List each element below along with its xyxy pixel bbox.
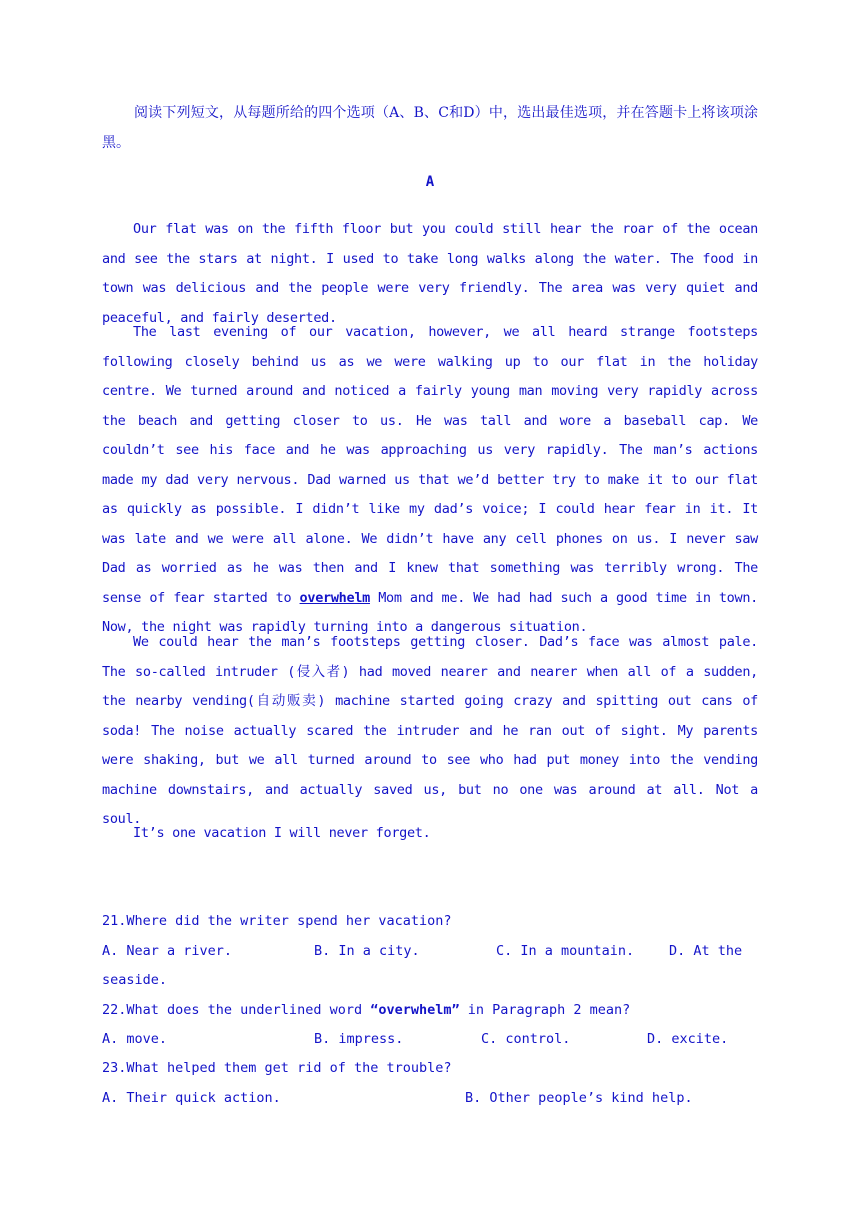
passage-paragraph-1: Our flat was on the fifth floor but you could still hear the roar of the ocean and see the stars at night. I used to take long walks along the water. The food in town was delicious and the people were very friendly. The area was very quiet and peaceful, and fairly deserted. bbox=[102, 221, 758, 326]
question-22-stem-before: 22.What does the underlined word bbox=[102, 1002, 371, 1018]
question-22-stem bbox=[102, 996, 762, 1025]
question-21-options bbox=[102, 937, 762, 966]
paragraph-2-text-before: The last evening of our vacation, however, we all heard strange footsteps following closely behind us as we were walking up to our flat in the holiday centre. We turned around and noticed a fairly young man moving very rapidly across the beach and getting closer to us. He was tall and wore a baseball cap. We couldn’t see his face and he was approaching us very rapidly. The man’s actions made my dad very nervous. Dad warned us that we’d better try to make it to our flat as quickly as possible. I didn’t like my dad’s voice; I could hear fear in it. It was late and we were all alone. We didn’t have any cell phones on us. I never saw Dad as worried as he was then and I knew that something was terribly wrong. The sense of fear started to bbox=[102, 324, 758, 606]
option-b: B. impress. bbox=[314, 1031, 404, 1047]
question-21-stem: 21.Where did the writer spend her vacation? bbox=[102, 913, 452, 929]
section-heading: A bbox=[425, 174, 435, 190]
underlined-word: overwhelm bbox=[299, 589, 370, 606]
option-c: C. In a mountain. bbox=[496, 943, 635, 959]
passage-paragraph-4: It’s one vacation I will never forget. bbox=[133, 825, 431, 841]
option-a: A. Near a river. bbox=[102, 943, 233, 959]
option-d: D. excite. bbox=[647, 1031, 729, 1047]
option-c: C. control. bbox=[481, 1031, 571, 1047]
question-22-options bbox=[102, 1025, 762, 1054]
option-b: B. Other people’s kind help. bbox=[465, 1090, 693, 1106]
paragraph-2-text-after: Mom and me. We had had such a good time in town. Now, the night was rapidly turning into a dangerous situation. bbox=[102, 589, 758, 635]
question-22-keyword: “overwhelm” bbox=[370, 1002, 460, 1018]
passage-paragraph-2 bbox=[102, 318, 758, 643]
instruction-text: 阅读下列短文，从每题所给的四个选项（A、B、C和D）中，选出最佳选项，并在答题卡上将该项涂黑。 bbox=[102, 105, 758, 151]
option-a: A. move. bbox=[102, 1031, 168, 1047]
option-a: A. Their quick action. bbox=[102, 1090, 281, 1106]
passage-paragraph-3: We could hear the man’s footsteps getting closer. Dad’s face was almost pale. The so-called intruder (侵入者) had moved nearer and nearer when all of a sudden, the nearby vending(自动贩卖) machine started going crazy and spitting out cans of soda! The noise actually scared the intruder and he ran out of sight. My parents were shaking, but we all turned around to see who had put money into the vending machine downstairs, and actually saved us, but no one was around at all. Not a soul. bbox=[102, 634, 758, 827]
option-b: B. In a city. bbox=[314, 943, 420, 959]
question-22-stem-after: in Paragraph 2 mean? bbox=[459, 1002, 631, 1018]
question-23-options bbox=[102, 1084, 762, 1113]
question-23-stem: 23.What helped them get rid of the trouble? bbox=[102, 1060, 452, 1076]
question-21-option-d-wrap: seaside. bbox=[102, 972, 168, 988]
option-d: D. At the bbox=[669, 943, 743, 959]
